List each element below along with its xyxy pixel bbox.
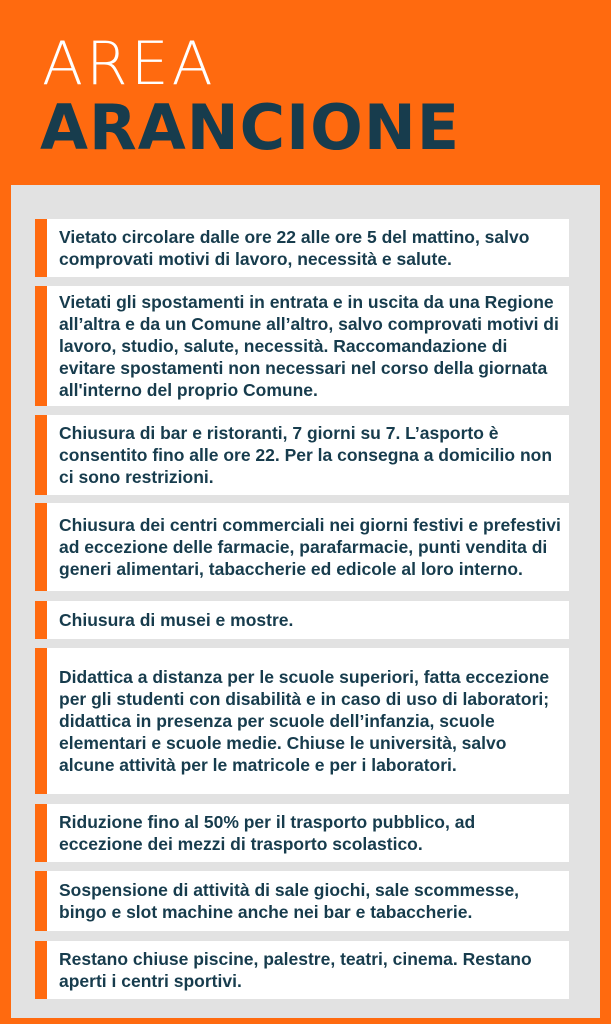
title-line-1: AREA xyxy=(42,29,216,99)
rule-item-shopping-centers xyxy=(35,503,569,591)
rule-item-gaming xyxy=(35,871,569,931)
rule-item-museums xyxy=(35,601,569,639)
rule-item-movement xyxy=(35,286,569,406)
rule-item-public-transport xyxy=(35,804,569,862)
rule-text: Vietato circolare dalle ore 22 alle ore 5 del mattino, salvo comprovati motivi di lavoro, necessità e salute. xyxy=(59,227,530,269)
title-line-2: ARANCIONE xyxy=(40,91,461,164)
rule-item-bars-restaurants xyxy=(35,415,569,495)
rule-item-schools xyxy=(35,648,569,794)
rule-text: Vietati gli spostamenti in entrata e in uscita da una Regione all’altra e da un Comune all’altro, salvo comprovati motivi di lavoro, studio, salute, necessità. Raccomandazione di evitare spostamenti non necessari nel corso della giornata all'interno del proprio Comune. xyxy=(59,292,559,400)
rule-text: Chiusura di bar e ristoranti, 7 giorni su 7. L’asporto è consentito fino alle ore 22. Per la consegna a domicilio non ci sono restrizioni. xyxy=(59,423,553,487)
rule-item-curfew xyxy=(35,219,569,277)
rule-text: Sospensione di attività di sale giochi, sale scommesse, bingo e slot machine anche nei bar e tabaccherie. xyxy=(59,880,520,922)
rule-text: Didattica a distanza per le scuole superiori, fatta eccezione per gli studenti con disabilità e in caso di uso di laboratori; didattica in presenza per scuole dell’infanzia, scuole elementari e scuole medie. Chiuse le università, salvo alcune attività per le matricole e per i laboratori. xyxy=(59,667,550,775)
rule-text: Restano chiuse piscine, palestre, teatri, cinema. Restano aperti i centri sportivi. xyxy=(59,949,532,991)
rule-text: Chiusura dei centri commerciali nei giorni festivi e prefestivi ad eccezione delle farmacie, parafarmacie, punti vendita di generi alimentari, tabaccherie ed edicole al loro interno. xyxy=(59,515,561,579)
rule-text: Chiusura di musei e mostre. xyxy=(59,610,294,630)
rules-panel xyxy=(11,185,600,1018)
rule-item-sports xyxy=(35,941,569,999)
rule-text: Riduzione fino al 50% per il trasporto pubblico, ad eccezione dei mezzi di trasporto scolastico. xyxy=(59,812,476,854)
